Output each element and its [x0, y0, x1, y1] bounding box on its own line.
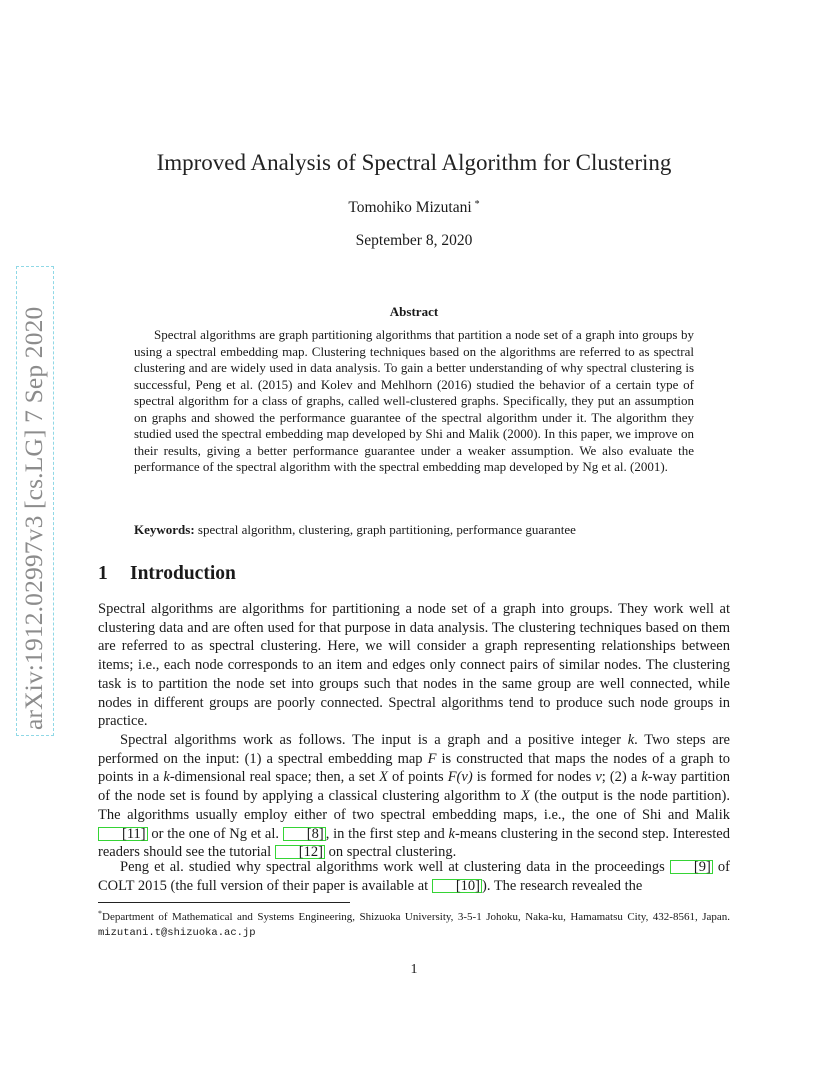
footnote: [98, 906, 730, 941]
citation-link[interactable]: [8]: [283, 827, 326, 841]
paper-title: Improved Analysis of Spectral Algorithm for Clustering: [156, 150, 672, 175]
text-run: ; (2) a: [601, 769, 642, 786]
keywords-label: Keywords:: [134, 522, 195, 537]
paragraph-3: [98, 858, 730, 895]
math-X: X: [379, 769, 388, 786]
text-run: is constructed that maps the nodes of a graph to points in a: [98, 750, 731, 786]
citation-link[interactable]: [11]: [98, 827, 148, 841]
text-run: -dimensional real space; then, a set: [169, 769, 380, 786]
author-footnote-mark[interactable]: *: [474, 199, 480, 210]
citation-link[interactable]: [9]: [670, 860, 713, 874]
paragraph-1: Spectral algorithms are algorithms for partitioning a node set of a graph into groups. They work well at clustering data and are often used for that purpose in data analysis. The clustering techniques based on them are referred to as spectral clustering. Here, we will consider a graph representing relationships between items; i.e., each node corresponds to an item and edges only connect pairs of similar nodes. The clustering task is to partition the node set into groups such that nodes in the same group are well connected, while nodes in different groups are poorly connected. Spectral algorithms tend to produce such node groups in practice.: [98, 601, 730, 730]
text-run: or the one of Ng et al.: [147, 825, 283, 842]
text-run: on spectral clustering.: [324, 844, 457, 861]
math-F-of-v: F(v): [447, 769, 473, 786]
math-k: k: [641, 769, 648, 786]
footnote-rule: [98, 902, 350, 903]
section-number: 1: [98, 563, 108, 584]
keywords-line: [134, 522, 694, 538]
paragraph-2: [98, 731, 730, 862]
math-k: k: [627, 732, 635, 748]
section-heading: [98, 563, 236, 585]
math-v: v: [595, 769, 602, 786]
footnote-text: Department of Mathematical and Systems Engineering, Shizuoka University, 3-5-1 Johoku, Naka-ku, Hamamatsu City, 432-8561, Japan.: [102, 911, 730, 923]
keywords-text: spectral algorithm, clustering, graph partitioning, performance guarantee: [197, 522, 576, 537]
text-run: -way partition of the node set is found by applying a classical clustering algorithm to: [98, 769, 730, 805]
arxiv-stamp-text[interactable]: arXiv:1912.02997v3 [cs.LG] 7 Sep 2020: [19, 306, 48, 730]
section-title: Introduction: [130, 563, 236, 584]
math-k: k: [163, 769, 170, 786]
math-X: X: [520, 788, 530, 805]
text-run: , in the first step and: [325, 825, 449, 842]
math-F: F: [427, 750, 437, 767]
text-run: Peng et al. studied why spectral algorithms work well at clustering data in the proceedings: [120, 859, 670, 875]
abstract-body: Spectral algorithms are graph partitioning algorithms that partition a node set of a graph into groups by using a spectral embedding map. Clustering techniques based on the algorithms are referred to as spectral clustering and are widely used in data analysis. To gain a better understanding of why spectral clustering is successful, Peng et al. (2015) and Kolev and Mehlhorn (2016) studied the behavior of a certain type of spectral algorithm for a class of graphs, called well-clustered graphs. Specifically, they put an assumption on graphs and showed the performance guarantee of the spectral algorithm under it. The algorithm they studied used the spectral embedding map developed by Shi and Malik (2000). In this paper, we improve on their results, giving a better performance guarantee under a weaker assumption. We also evaluate the performance of the spectral algorithm with the spectral embedding map developed by Ng et al. (2001).: [134, 327, 694, 474]
text-run: -means clustering in the second step. Interested readers should see the tutorial: [98, 825, 730, 861]
page-number: 1: [410, 962, 418, 977]
text-run: Spectral algorithms work as follows. The input is a graph and a positive integer: [120, 732, 621, 748]
text-run: ). The research revealed the: [482, 877, 643, 894]
text-run: of COLT 2015 (the full version of their paper is available at: [98, 859, 730, 894]
footnote-email[interactable]: mizutani.t@shizuoka.ac.jp: [98, 927, 256, 939]
citation-link[interactable]: [10]: [432, 879, 482, 893]
author-line: [98, 199, 730, 217]
abstract-heading: Abstract: [389, 304, 439, 319]
citation-link[interactable]: [12]: [275, 845, 325, 859]
text-run: is formed for nodes: [472, 769, 596, 786]
paper-date: September 8, 2020: [355, 232, 473, 249]
math-k: k: [448, 825, 455, 842]
footnote-mark: *: [98, 909, 102, 918]
author-name: Tomohiko Mizutani: [348, 199, 472, 216]
text-run: . Two steps are performed on the input: (1) a spectral embedding map: [98, 732, 730, 767]
text-run: (the output is the node partition). The algorithms usually employ either of two spectral embedding maps, i.e., the one of Shi and Malik: [98, 788, 730, 823]
text-run: of points: [387, 769, 448, 786]
